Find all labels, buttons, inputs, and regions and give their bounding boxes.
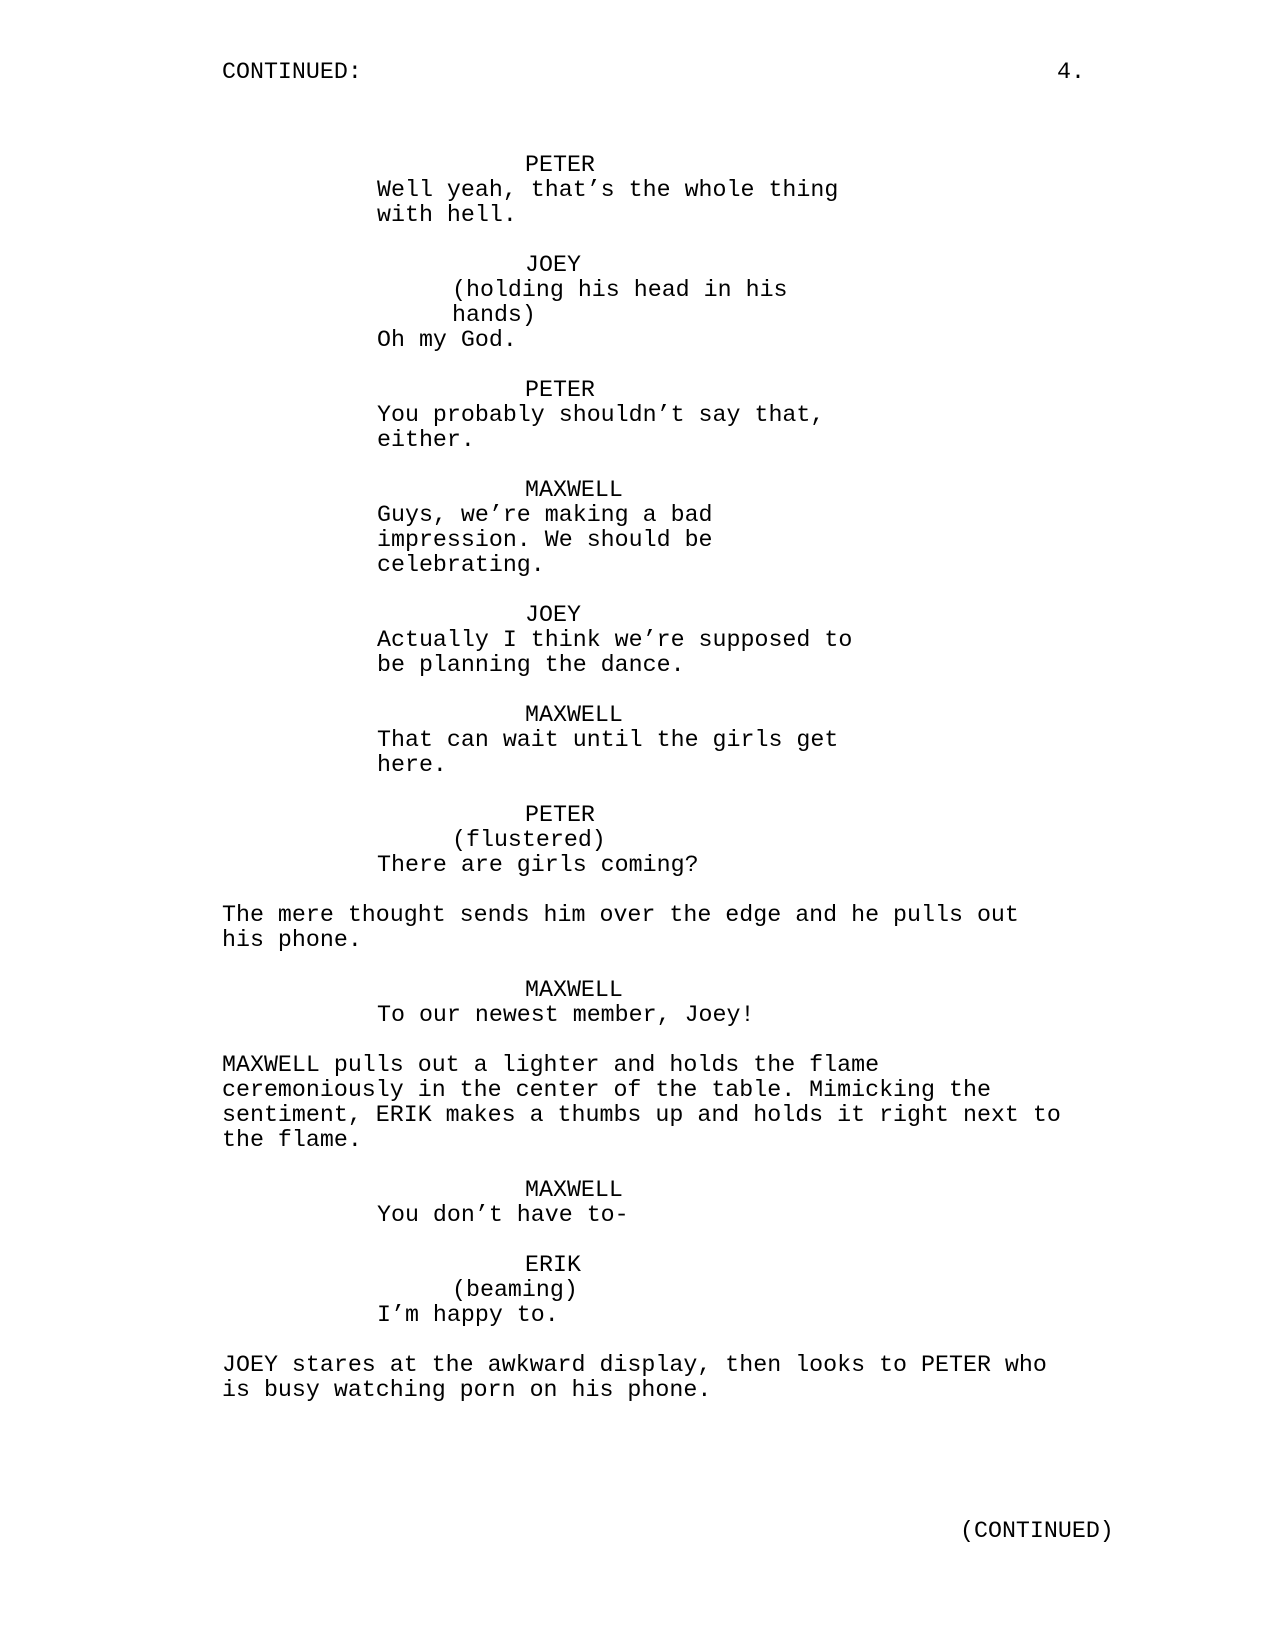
action-line: the flame. bbox=[222, 1127, 362, 1153]
dialogue-line: You probably shouldn’t say that, bbox=[377, 402, 825, 428]
action-line: ceremoniously in the center of the table. Mimicking the bbox=[222, 1077, 991, 1103]
action-line: MAXWELL pulls out a lighter and holds the flame bbox=[222, 1052, 880, 1078]
character-name: JOEY bbox=[525, 252, 581, 278]
blank-line bbox=[222, 878, 1102, 903]
dialogue-line: Well yeah, that’s the whole thing bbox=[377, 177, 839, 203]
character-name: PETER bbox=[525, 802, 595, 828]
dialogue-line: here. bbox=[377, 752, 447, 778]
page-number: 4. bbox=[1057, 59, 1085, 85]
character-name: MAXWELL bbox=[525, 977, 623, 1003]
action-line: sentiment, ERIK makes a thumbs up and holds it right next to bbox=[222, 1102, 1061, 1128]
blank-line bbox=[222, 953, 1102, 978]
action-line: The mere thought sends him over the edge and he pulls out bbox=[222, 902, 1019, 928]
dialogue-line: Oh my God. bbox=[377, 327, 517, 353]
parenthetical-line: hands) bbox=[452, 302, 536, 328]
blank-line bbox=[222, 1328, 1102, 1353]
character-name: JOEY bbox=[525, 602, 581, 628]
dialogue-line: That can wait until the girls get bbox=[377, 727, 839, 753]
action-line: his phone. bbox=[222, 927, 362, 953]
dialogue-line: Actually I think we’re supposed to bbox=[377, 627, 853, 653]
blank-line bbox=[222, 353, 1102, 378]
blank-line bbox=[222, 1228, 1102, 1253]
script-body bbox=[222, 153, 1102, 1403]
character-name: MAXWELL bbox=[525, 477, 623, 503]
character-name: PETER bbox=[525, 152, 595, 178]
blank-line bbox=[222, 578, 1102, 603]
blank-line bbox=[222, 1028, 1102, 1053]
blank-line bbox=[222, 228, 1102, 253]
parenthetical-line: (flustered) bbox=[452, 827, 606, 853]
dialogue-line: To our newest member, Joey! bbox=[377, 1002, 755, 1028]
action-line: is busy watching porn on his phone. bbox=[222, 1377, 712, 1403]
header-continued-label: CONTINUED: bbox=[222, 59, 362, 85]
action-line: JOEY stares at the awkward display, then looks to PETER who bbox=[222, 1352, 1047, 1378]
dialogue-line: be planning the dance. bbox=[377, 652, 685, 678]
character-name: PETER bbox=[525, 377, 595, 403]
dialogue-line: Guys, we’re making a bad bbox=[377, 502, 713, 528]
blank-line bbox=[222, 453, 1102, 478]
parenthetical-line: (beaming) bbox=[452, 1277, 578, 1303]
dialogue-line: You don’t have to- bbox=[377, 1202, 629, 1228]
dialogue-line: celebrating. bbox=[377, 552, 545, 578]
blank-line bbox=[222, 778, 1102, 803]
dialogue-line: either. bbox=[377, 427, 475, 453]
dialogue-line: impression. We should be bbox=[377, 527, 713, 553]
dialogue-line: There are girls coming? bbox=[377, 852, 699, 878]
dialogue-line: with hell. bbox=[377, 202, 517, 228]
parenthetical-line: (holding his head in his bbox=[452, 277, 788, 303]
character-name: MAXWELL bbox=[525, 702, 623, 728]
dialogue-line: I’m happy to. bbox=[377, 1302, 559, 1328]
character-name: ERIK bbox=[525, 1252, 581, 1278]
character-name: MAXWELL bbox=[525, 1177, 623, 1203]
footer-continued-label: (CONTINUED) bbox=[960, 1518, 1114, 1544]
blank-line bbox=[222, 1153, 1102, 1178]
blank-line bbox=[222, 678, 1102, 703]
